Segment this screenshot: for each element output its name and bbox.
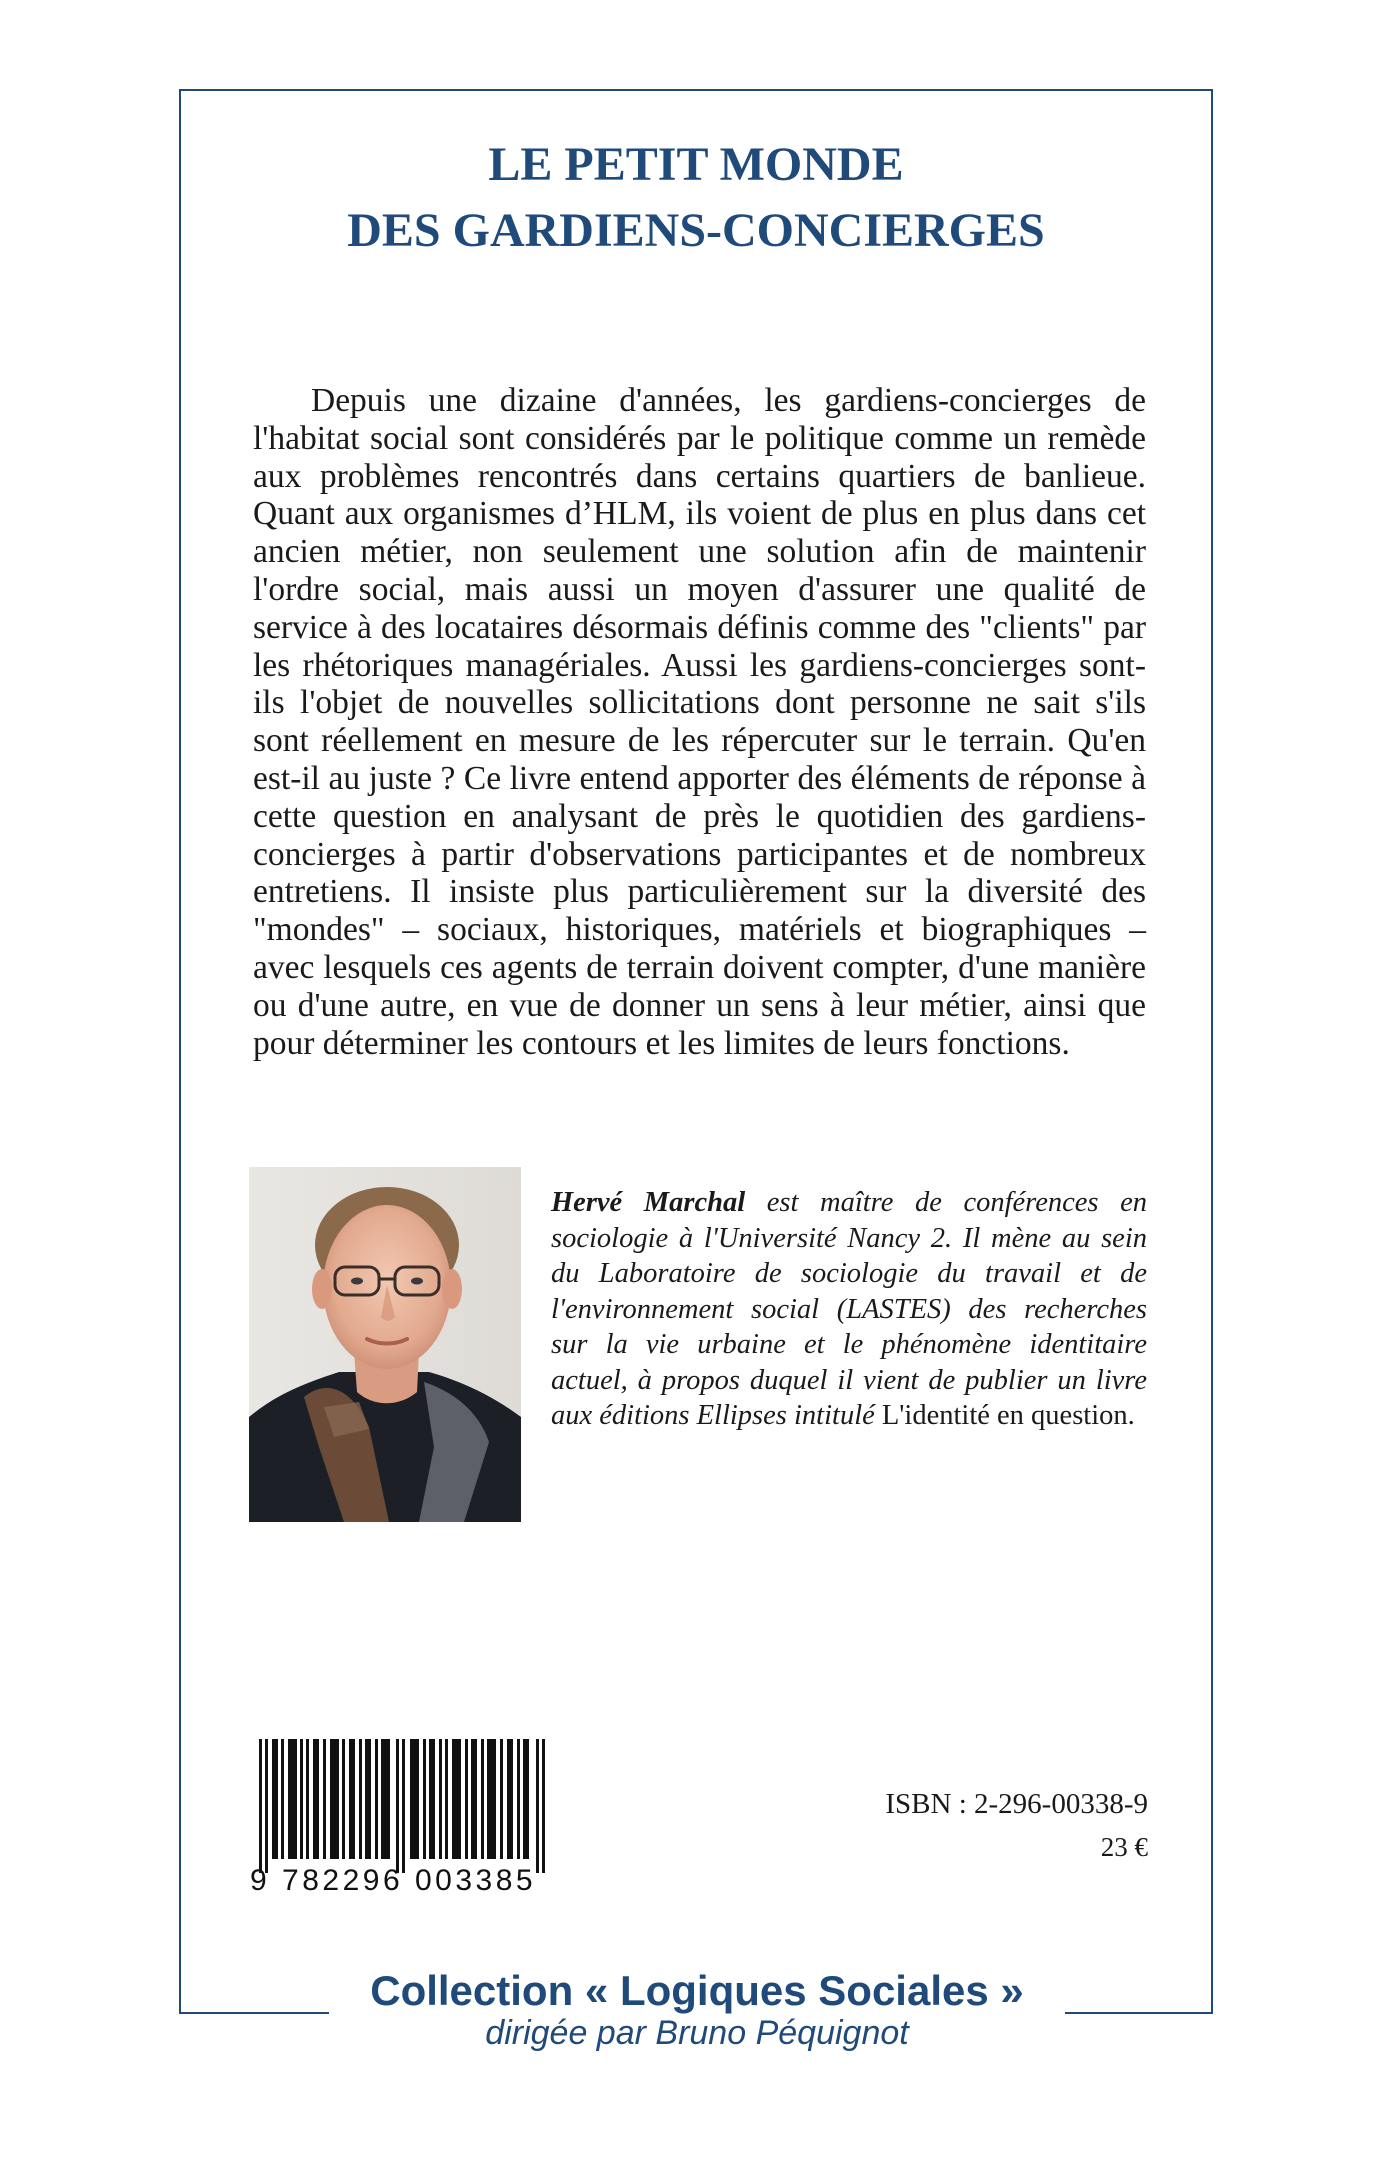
frame-border-bottom-right [1065, 2012, 1213, 2014]
frame-border-left [179, 89, 181, 2014]
frame-border-top [179, 89, 1213, 91]
frame-border-bottom-left [179, 2012, 329, 2014]
price: 23 € [1100, 1832, 1148, 1862]
author-photo [249, 1167, 521, 1522]
book-title [181, 132, 1211, 264]
author-previous-book: L'identité en question. [881, 1400, 1135, 1431]
book-title-line-1: LE PETIT MONDE [488, 138, 904, 191]
barcode [255, 1739, 555, 1873]
back-cover-blurb: Depuis une dizaine d'années, les gardiens-concierges de l'habitat social sont considérés par le politique comme un remède aux problèmes rencontrés dans certains quartiers de banlieue. Quant aux organismes d’HLM, ils voient de plus en plus dans cet ancien métier, non seulement une solution afin de maintenir l'ordre social, mais aussi un moyen d'assurer une qualité de service à des locataires désormais définis comme des "clients" par les rhétoriques managériales. Aussi les gardiens-concierges sont-ils l'objet de nouvelles sollicitations dont personne ne sait s'ils sont réellement en mesure de les répercuter sur le terrain. Qu'en est-il au juste ? Ce livre entend apporter des éléments de réponse à cette question en analysant de près le quotidien des gardiens-concierges à partir d'observations participantes et de nombreux entretiens. Il insiste plus particulièrement sur la diversité des "mondes" – sociaux, historiques, matériels et biographiques – avec lesquels ces agents de terrain doivent compter, d'une manière ou d'une autre, en vue de donner un sens à leur métier, ainsi que pour déterminer les contours et les limites de leurs fonctions. [253, 382, 1146, 1062]
frame-border-right [1211, 89, 1213, 2014]
book-title-line-2: DES GARDIENS-CONCIERGES [347, 204, 1045, 257]
author-portrait-image [249, 1167, 521, 1522]
barcode-number: 9 782296 003385 [250, 1864, 537, 1897]
author-bio-text: est maître de conférences en sociologie à l'Université Nancy 2. Il mène au sein du Laboratoire de sociologie du travail et de l'environnement social (LASTES) des recherches sur la vie urbaine et le phénomène identitaire actuel, à propos duquel il vient de publier un livre aux éditions Ellipses intitulé [551, 1187, 1147, 1431]
author-name: Hervé Marchal [551, 1187, 746, 1218]
collection-name: Collection « Logiques Sociales » [370, 1967, 1024, 2014]
barcode-bars [255, 1739, 555, 1873]
collection-director: dirigée par Bruno Péquignot [485, 2014, 909, 2052]
author-bio [551, 1185, 1147, 1434]
isbn: ISBN : 2-296-00338-9 [885, 1788, 1148, 1820]
